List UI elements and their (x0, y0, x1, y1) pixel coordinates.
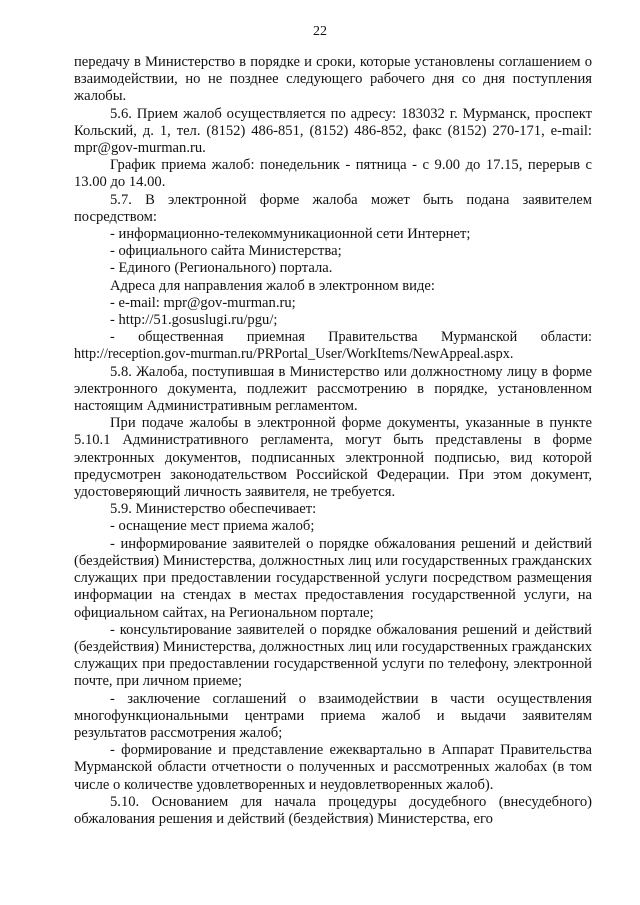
list-item: - заключение соглашений о взаимодействии в части осуществления многофункциональными центрами приема жалоб и выдачи заявителям результатов рассмотрения жалоб; (74, 690, 592, 741)
list-item: - официального сайта Министерства; (110, 243, 342, 260)
list-item: - http://51.gosuslugi.ru/pgu/; (110, 312, 278, 329)
paragraph: передачу в Министерство в порядке и сроки, которые установлены соглашением о взаимодействии, но не позднее следующего рабочего дня со дня поступления жалобы. (74, 54, 592, 105)
paragraph: 5.8. Жалоба, поступившая в Министерство или должностному лицу в форме электронного документа, подлежит рассмотрению в порядке, установленном настоящим Административным регламентом. (74, 363, 592, 415)
list-item: - информационно-телекоммуникационной сети Интернет; (110, 226, 471, 243)
page-number: 22 (313, 24, 327, 39)
list-item: - общественная приемная Правительства Мурманской области: http://reception.gov-murman.ru/PRPortal_User/WorkItems/NewAppeal.aspx. (74, 329, 592, 363)
paragraph: График приема жалоб: понедельник - пятница - с 9.00 до 17.15, перерыв с 13.00 до 14.00. (74, 157, 592, 191)
paragraph: Адреса для направления жалоб в электронном виде: (110, 277, 435, 294)
list-item: - Единого (Регионального) портала. (110, 260, 333, 277)
list-item: - информирование заявителей о порядке обжалования решений и действий (бездействия) Министерства, должностных лиц или государственных гражданских служащих при предоставлении государственной услуги посредством размещения информации на стендах в местах предоставления государственной услуги, на официальном сайтах, на Региональном портале; (74, 535, 592, 621)
paragraph: 5.9. Министерство обеспечивает: (110, 501, 317, 518)
body-text (74, 54, 592, 828)
paragraph: 5.6. Прием жалоб осуществляется по адресу: 183032 г. Мурманск, проспект Кольский, д. 1, тел. (8152) 486-851, (8152) 486-852, факс (8152) 270-171, e-mail: mpr@gov-murman.ru. (74, 105, 592, 157)
list-item: - консультирование заявителей о порядке обжалования решений и действий (бездействия) Министерства, должностных лиц или государственных гражданских служащих при предоставлении государственной услуги по телефону, электронной почте, при личном приеме; (74, 621, 592, 690)
paragraph: 5.7. В электронной форме жалоба может быть подана заявителем посредством: (74, 191, 592, 225)
list-item: - формирование и представление ежеквартально в Аппарат Правительства Мурманской области отчетности о полученных и рассмотренных жалобах (в том числе о количестве удовлетворенных и неудовлетворенных жалоб). (74, 742, 592, 793)
list-item: - оснащение мест приема жалоб; (110, 518, 315, 535)
list-item: - e-mail: mpr@gov-murman.ru; (110, 294, 296, 311)
paragraph: 5.10. Основанием для начала процедуры досудебного (внесудебного) обжалования решения и действий (бездействия) Министерства, его (74, 793, 592, 827)
paragraph: При подаче жалобы в электронной форме документы, указанные в пункте 5.10.1 Административного регламента, могут быть представлены в форме электронных документов, подписанных электронной подписью, вид которой предусмотрен законодательством Российской Федерации. При этом документ, удостоверяющий личность заявителя, не требуется. (74, 415, 592, 501)
